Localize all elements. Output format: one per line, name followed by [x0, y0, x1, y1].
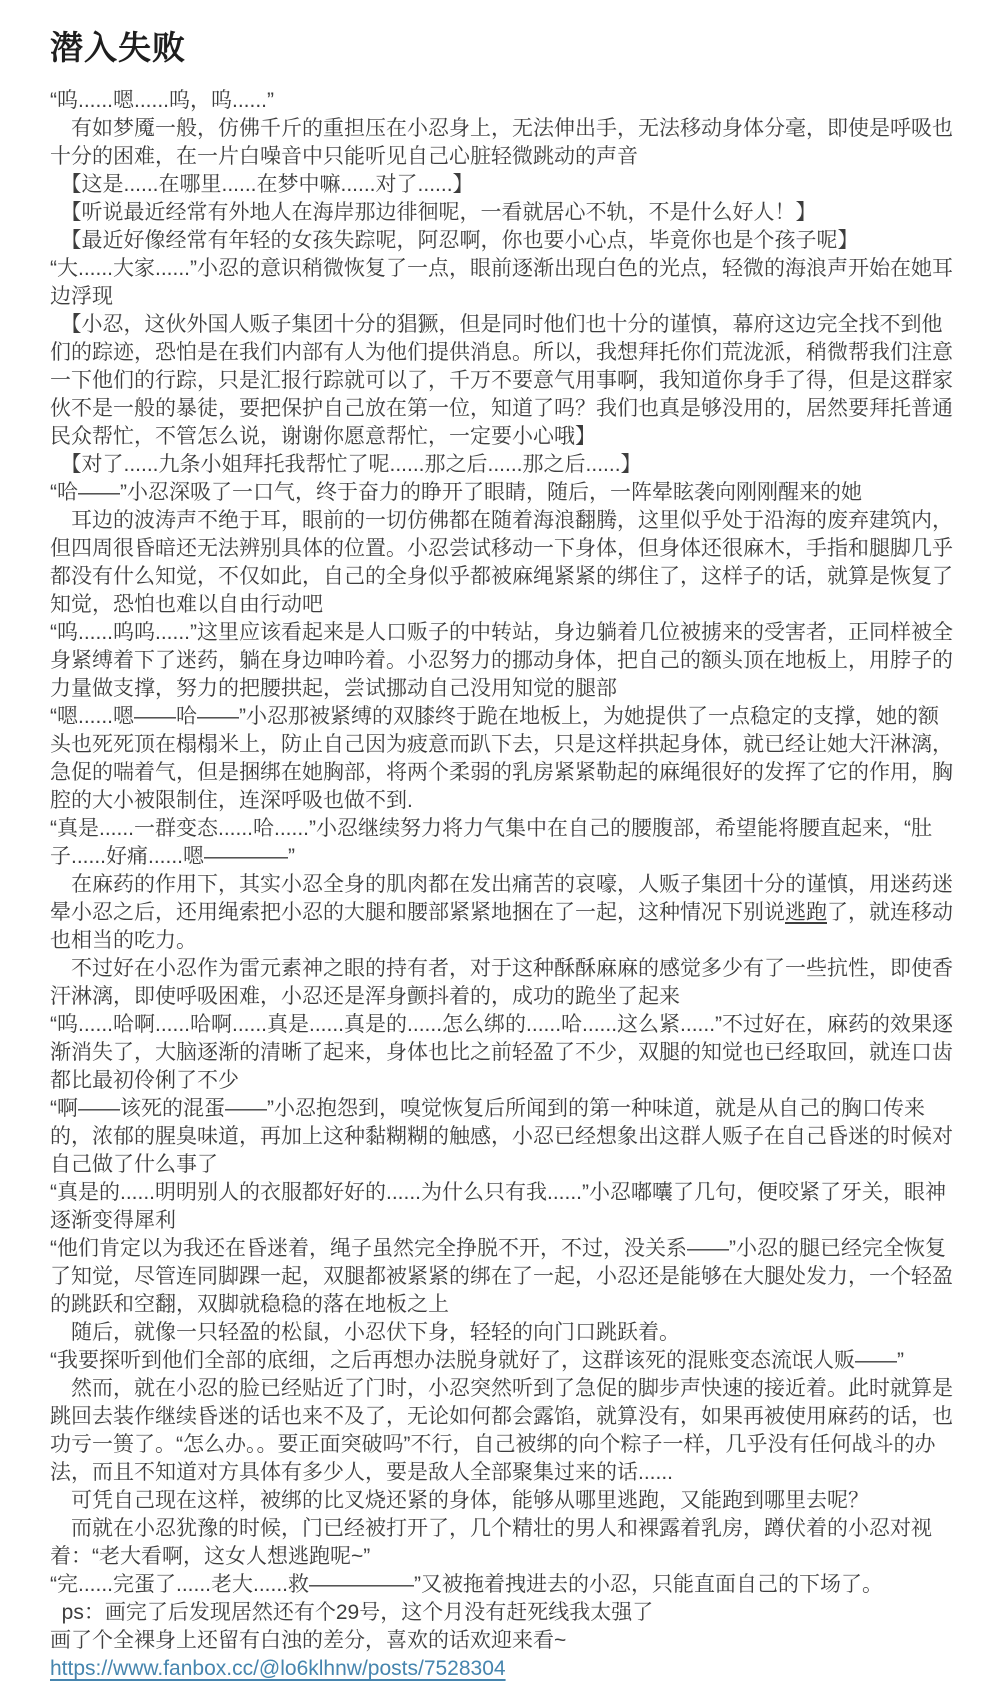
text-run: 【这是......在哪里......在梦中嘛......对了......】 [50, 172, 474, 196]
story-paragraph [50, 115, 959, 171]
text-run: “哈——”小忍深吸了一口气，终于奋力的睁开了眼睛，随后，一阵晕眩袭向刚刚醒来的她 [50, 480, 862, 504]
text-run: 有如梦魇一般，仿佛千斤的重担压在小忍身上，无法伸出手，无法移动身体分毫，即使是呼吸也十分的困难，在一片白噪音中只能听见自己心脏轻微跳动的声音 [50, 116, 953, 168]
text-run: “真是的......明明别人的衣服都好好的......为什么只有我......”小忍嘟囔了几句，便咬紧了牙关，眼神逐渐变得犀利 [50, 1180, 947, 1232]
story-body [50, 87, 959, 1683]
text-run: “大......大家......”小忍的意识稍微恢复了一点，眼前逐渐出现白色的光点，轻微的海浪声开始在她耳边浮现 [50, 256, 953, 308]
story-paragraph [50, 703, 959, 815]
story-paragraph [50, 1599, 959, 1627]
text-run: “真是......一群变态......哈......”小忍继续努力将力气集中在自己的腰腹部，希望能将腰直起来，“肚子......好痛......嗯————” [50, 816, 932, 868]
text-run: “他们肯定以为我还在昏迷着，绳子虽然完全挣脱不开，不过，没关系——”小忍的腿已经完全恢复了知觉，尽管连同脚踝一起，双腿都被紧紧的绑在了一起，小忍还是能够在大腿处发力，一个轻盈的跳跃和空翻，双脚就稳稳的落在地板之上 [50, 1236, 953, 1316]
text-run: “呜......哈啊......哈啊......真是......真是的......怎么绑的......哈......这么紧......”不过好在，麻药的效果逐渐消失了，大脑逐渐的清晰了起来，身体也比之前轻盈了不少，双腿的知觉也已经取回，就连口齿都比最初伶俐了不少 [50, 1012, 954, 1092]
text-run: “我要探听到他们全部的底细，之后再想办法脱身就好了，这群该死的混账变态流氓人贩——” [50, 1348, 904, 1372]
text-run: 随后，就像一只轻盈的松鼠，小忍伏下身，轻轻的向门口跳跃着。 [50, 1320, 680, 1344]
underlined-word: 逃跑 [785, 900, 827, 924]
story-paragraph [50, 1235, 959, 1319]
story-paragraph [50, 87, 959, 115]
story-paragraph [50, 1095, 959, 1179]
story-paragraph [50, 1487, 959, 1515]
text-run: 耳边的波涛声不绝于耳，眼前的一切仿佛都在随着海浪翻腾，这里似乎处于沿海的废弃建筑内，但四周很昏暗还无法辨别具体的位置。小忍尝试移动一下身体，但身体还很麻木，手指和腿脚几乎都没有什么知觉，不仅如此，自己的全身似乎都被麻绳紧紧的绑住了，这样子的话，就算是恢复了知觉，恐怕也难以自由行动吧 [50, 508, 953, 616]
story-paragraph [50, 1179, 959, 1235]
story-paragraph [50, 479, 959, 507]
text-run: 【小忍，这伙外国人贩子集团十分的猖獗，但是同时他们也十分的谨慎，幕府这边完全找不到他们的踪迹，恐怕是在我们内部有人为他们提供消息。所以，我想拜托你们荒泷派，稍微帮我们注意一下他们的行踪，只是汇报行踪就可以了，千万不要意气用事啊，我知道你身手了得，但是这群家伙不是一般的暴徒，要把保护自己放在第一位，知道了吗？我们也真是够没用的，居然要拜托普通民众帮忙，不管怎么说，谢谢你愿意帮忙，一定要小心哦】 [50, 312, 953, 448]
story-paragraph [50, 1515, 959, 1571]
text-run: 而就在小忍犹豫的时候，门已经被打开了，几个精壮的男人和裸露着乳房，蹲伏着的小忍对视着：“老大看啊，这女人想逃跑呢~” [50, 1516, 932, 1568]
story-paragraph [50, 1347, 959, 1375]
story-paragraph [50, 1627, 959, 1655]
story-paragraph [50, 227, 959, 255]
story-paragraph [50, 1655, 959, 1683]
story-paragraph [50, 1375, 959, 1487]
text-run: 【最近好像经常有年轻的女孩失踪呢，阿忍啊，你也要小心点，毕竟你也是个孩子呢】 [50, 228, 859, 252]
story-paragraph [50, 199, 959, 227]
story-paragraph [50, 451, 959, 479]
story-paragraph [50, 1319, 959, 1347]
story-paragraph [50, 507, 959, 619]
story-paragraph [50, 815, 959, 871]
fanbox-post-link[interactable]: https://www.fanbox.cc/@lo6klhnw/posts/7528304 [50, 1656, 506, 1680]
text-run: 【听说最近经常有外地人在海岸那边徘徊呢，一看就居心不轨，不是什么好人！】 [50, 200, 817, 224]
story-paragraph [50, 1571, 959, 1599]
text-run: 不过好在小忍作为雷元素神之眼的持有者，对于这种酥酥麻麻的感觉多少有了一些抗性，即使香汗淋漓，即使呼吸困难，小忍还是浑身颤抖着的，成功的跪坐了起来 [50, 956, 953, 1008]
text-run: “啊——该死的混蛋——”小忍抱怨到，嗅觉恢复后所闻到的第一种味道，就是从自己的胸口传来的，浓郁的腥臭味道，再加上这种黏糊糊的触感，小忍已经想象出这群人贩子在自己昏迷的时候对自己做了什么事了 [50, 1096, 953, 1176]
text-run: “呜......嗯......呜，呜......” [50, 88, 275, 112]
story-paragraph [50, 311, 959, 451]
story-paragraph [50, 871, 959, 955]
page-title: 潜入失败 [50, 29, 186, 66]
text-run: 在麻药的作用下，其实小忍全身的肌肉都在发出痛苦的哀嚎，人贩子集团十分的谨慎，用迷药迷晕小忍之后，还用绳索把小忍的大腿和腰部紧紧地捆在了一起，这种情况下别说 [50, 872, 953, 924]
story-paragraph [50, 955, 959, 1011]
text-run: 可凭自己现在这样，被绑的比叉烧还紧的身体，能够从哪里逃跑，又能跑到哪里去呢？ [50, 1488, 869, 1512]
text-run: 了，就连移动也相当的吃力。 [50, 900, 953, 952]
text-run: 然而，就在小忍的脸已经贴近了门时，小忍突然听到了急促的脚步声快速的接近着。此时就算是跳回去装作继续昏迷的话也来不及了，无论如何都会露馅，就算没有，如果再被使用麻药的话，也功亏一篑了。“怎么办。。要正面突破吗”不行，自己被绑的向个粽子一样，几乎没有任何战斗的办法，而且不知道对方具体有多少人，要是敌人全部聚集过来的话...... [50, 1376, 953, 1484]
text-run: “嗯......嗯——哈——”小忍那被紧缚的双膝终于跪在地板上，为她提供了一点稳定的支撑，她的额头也死死顶在榻榻米上，防止自己因为疲意而趴下去，只是这样拱起身体，就已经让她大汗淋漓，急促的喘着气，但是捆绑在她胸部，将两个柔弱的乳房紧紧勒起的麻绳很好的发挥了它的作用，胸腔的大小被限制住，连深呼吸也做不到. [50, 704, 953, 812]
story-paragraph [50, 1011, 959, 1095]
story-paragraph [50, 619, 959, 703]
text-run: 画了个全裸身上还留有白浊的差分，喜欢的话欢迎来看~ [50, 1628, 567, 1652]
text-run: 【对了......九条小姐拜托我帮忙了呢......那之后......那之后......】 [50, 452, 642, 476]
text-run: “完......完蛋了......老大......救—————”又被拖着拽进去的小忍，只能直面自己的下场了。 [50, 1572, 884, 1596]
story-paragraph [50, 171, 959, 199]
text-run: ps：画完了后发现居然还有个29号，这个月没有赶死线我太强了 [50, 1600, 654, 1624]
text-run: “呜......呜呜......”这里应该看起来是人口贩子的中转站，身边躺着几位被掳来的受害者，正同样被全身紧缚着下了迷药，躺在身边呻吟着。小忍努力的挪动身体，把自己的额头顶在地板上，用脖子的力量做支撑，努力的把腰拱起，尝试挪动自己没用知觉的腿部 [50, 620, 953, 700]
story-paragraph [50, 255, 959, 311]
